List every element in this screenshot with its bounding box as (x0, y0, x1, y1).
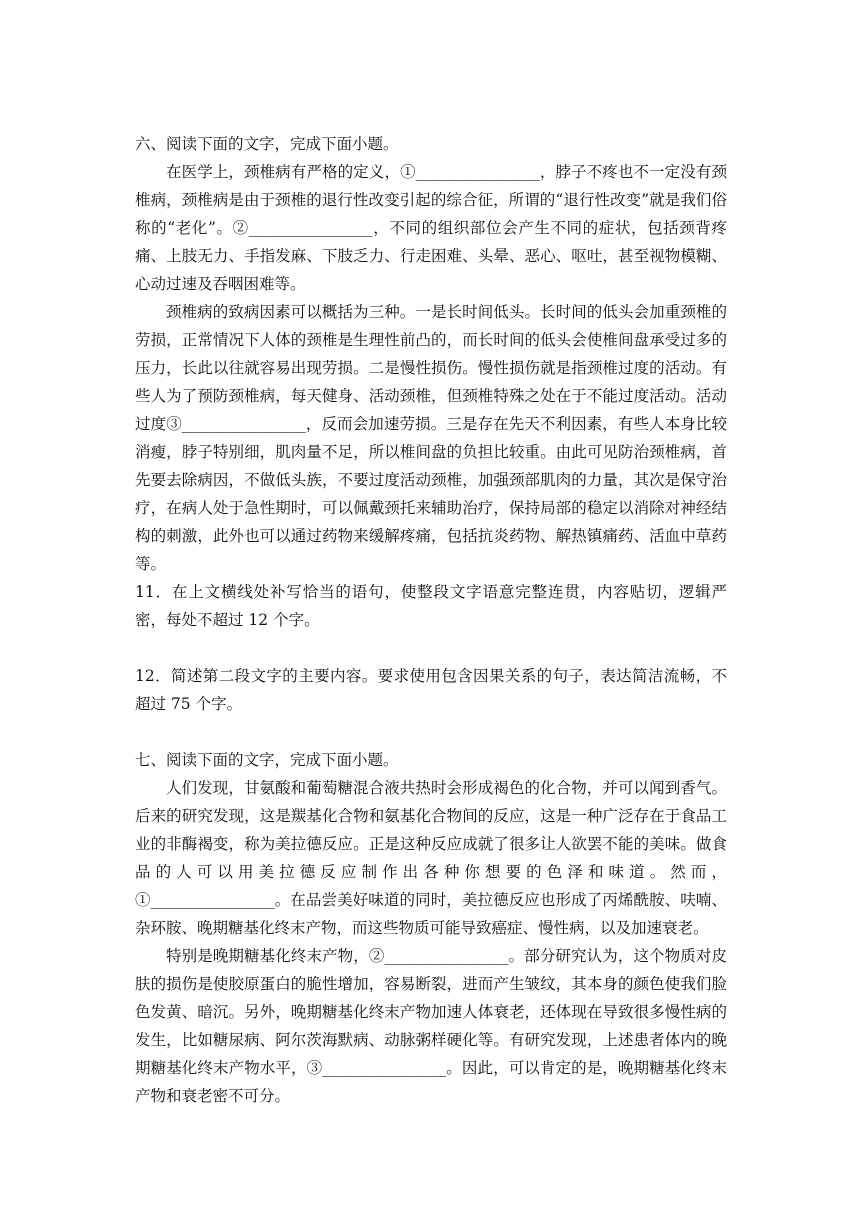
section-7-paragraph-2: 特别是晚期糖基化终末产物，②________________。部分研究认为，这个物质对皮肤的损伤是使胶原蛋白的脆性增加，容易断裂，进而产生皱纹，其本身的颜色使我们脸色发黄、暗沉。另外，晚期糖基化终末产物加速人体衰老，还体现在导致很多慢性病的发生，比如糖尿病、阿尔茨海默病、动脉粥样硬化等。有研究发现，上述患者体内的晚期糖基化终末产物水平，③________________。因此，可以肯定的是，晚期糖基化终末产物和衰老密不可分。 (135, 947, 727, 1105)
answer-space-11 (135, 634, 727, 662)
question-11: 11．在上文横线处补写恰当的语句，使整段文字语意完整连贯，内容贴切，逻辑严密，每处不超过 12 个字。 (135, 583, 727, 629)
section-6-paragraph-1: 在医学上，颈椎病有严格的定义，①________________，脖子不疼也不一定没有颈椎病，颈椎病是由于颈椎的退行性改变引起的综合征，所谓的“退行性改变”就是我们俗称的“老化”。②________________，不同的组织部位会产生不同的症状，包括颈背疼痛、上肢无力、手指发麻、下肢乏力、行走困难、头晕、恶心、呕吐，甚至视物模糊、心动过速及吞咽困难等。 (135, 163, 727, 293)
section-6-heading: 六、阅读下面的文字，完成下面小题。 (135, 135, 399, 153)
answer-space-12 (135, 718, 727, 746)
document-page (135, 130, 727, 1110)
section-6-paragraph-2: 颈椎病的致病因素可以概括为三种。一是长时间低头。长时间的低头会加重颈椎的劳损，正常情况下人体的颈椎是生理性前凸的，而长时间的低头会使椎间盘承受过多的压力，长此以往就容易出现劳损。二是慢性损伤。慢性损伤就是指颈椎过度的活动。有些人为了预防颈椎病，每天健身、活动颈椎，但颈椎特殊之处在于不能过度活动。活动过度③________________，反而会加速劳损。三是存在先天不利因素，有些人本身比较消瘦，脖子特别细，肌肉量不足，所以椎间盘的负担比较重。由此可见防治颈椎病，首先要去除病因，不做低头族，不要过度活动颈椎，加强颈部肌肉的力量，其次是保守治疗，在病人处于急性期时，可以佩戴颈托来辅助治疗，保持局部的稳定以消除对神经结构的刺激，此外也可以通过药物来缓解疼痛，包括抗炎药物、解热镇痛药、活血中草药等。 (135, 303, 727, 573)
section-7-heading: 七、阅读下面的文字，完成下面小题。 (135, 751, 399, 769)
section-7-paragraph-1: 人们发现，甘氨酸和葡萄糖混合液共热时会形成褐色的化合物，并可以闻到香气。后来的研究发现，这是羰基化合物和氨基化合物间的反应，这是一种广泛存在于食品工业的非酶褐变，称为美拉德反应。正是这种反应成就了很多让人欲罢不能的美味。做食品的人可以用美拉德反应制作出各种你想要的色泽和味道。然而，①________________。在品尝美好味道的同时，美拉德反应也形成了丙烯酰胺、呋喃、杂环胺、晚期糖基化终末产物，而这些物质可能导致癌症、慢性病，以及加速衰老。 (135, 779, 727, 937)
question-12: 12．简述第二段文字的主要内容。要求使用包含因果关系的句子，表达简洁流畅，不超过 75 个字。 (135, 667, 727, 713)
